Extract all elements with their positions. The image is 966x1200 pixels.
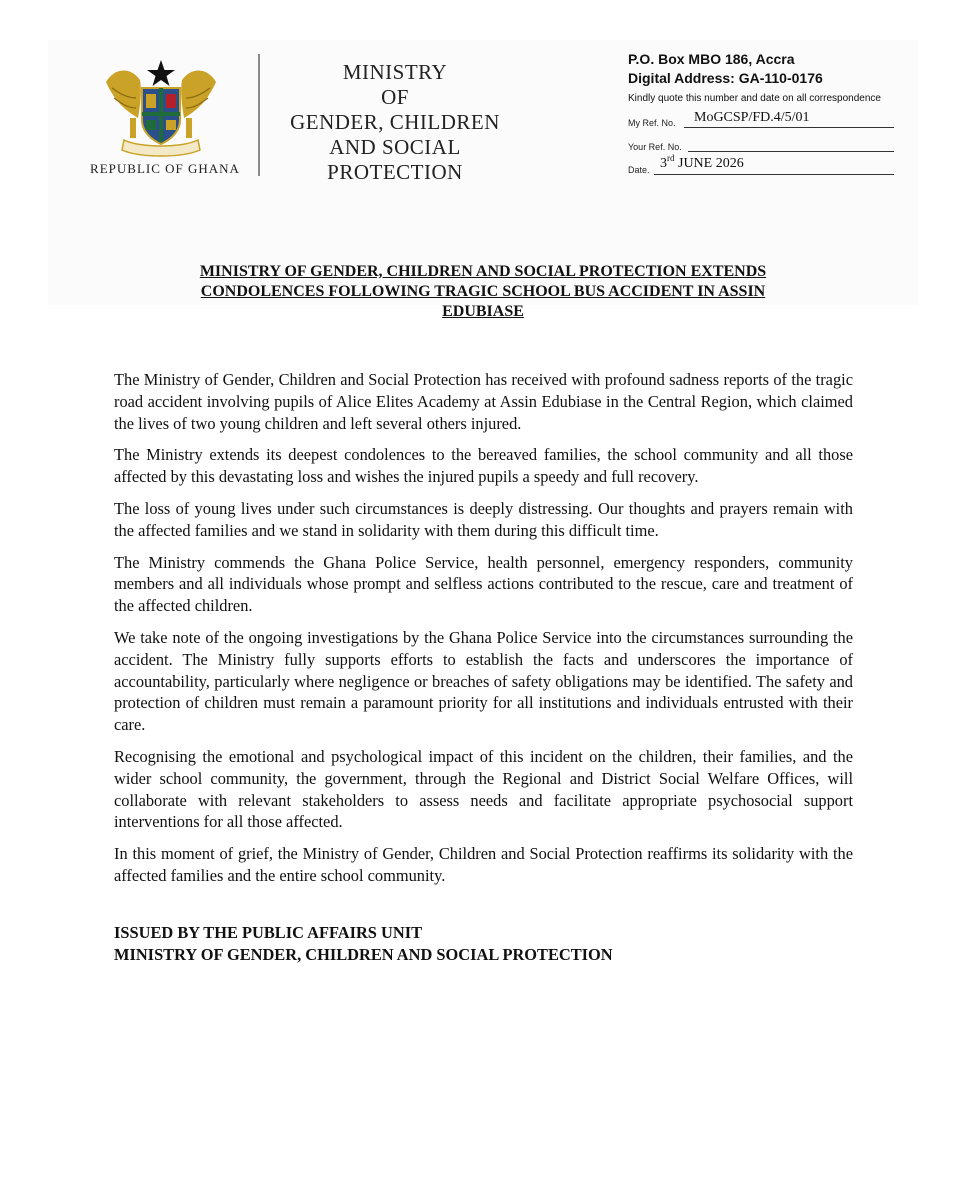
body-paragraph: In this moment of grief, the Ministry of Gender, Children and Social Protection reaffirms its solidarity with the affected families and the entire school community. xyxy=(114,844,853,885)
issued-by-block xyxy=(114,922,854,966)
body-paragraph: The Ministry commends the Ghana Police Service, health personnel, emergency responders, community members and all individuals whose prompt and selfless actions contributed to the rescue, care and treatment of the affected children. xyxy=(114,552,853,616)
date-label: Date. xyxy=(628,165,650,175)
ministry-name-line: MINISTRY xyxy=(342,60,448,84)
press-release-body xyxy=(114,369,853,897)
your-ref-underline xyxy=(688,151,894,152)
date-underline xyxy=(654,174,894,175)
quote-note: Kindly quote this number and date on all correspondence xyxy=(628,93,881,104)
body-paragraph: The Ministry of Gender, Children and Social Protection has received with profound sadness reports of the tragic road accident involving pupils of Alice Elites Academy at Assin Edubiase in the Central Region, which claimed the lives of two young children and left several others injured. xyxy=(114,370,853,433)
ghana-coat-of-arms-icon xyxy=(100,58,222,162)
title-line: MINISTRY OF GENDER, CHILDREN AND SOCIAL PROTECTION EXTENDS xyxy=(199,263,767,280)
your-ref-label: Your Ref. No. xyxy=(628,142,682,152)
date-value xyxy=(660,153,744,172)
ministry-name-line: OF xyxy=(381,85,409,109)
body-paragraph: We take note of the ongoing investigations by the Ghana Police Service into the circumstances surrounding the accident. The Ministry fully supports efforts to establish the facts and underscores the importance of accountability, particularly where negligence or breaches of safety obligations may be identified. The safety and protection of children must remain a paramount priority for all institutions and individuals entrusted with their care. xyxy=(114,627,853,735)
ministry-name-line: GENDER, CHILDREN xyxy=(290,110,500,134)
date-month-year: JUNE 2026 xyxy=(674,156,744,171)
title-line: EDUBIASE xyxy=(442,303,524,320)
my-ref-row xyxy=(628,106,894,128)
ministry-name-line: PROTECTION xyxy=(327,160,463,184)
ministry-name-line: AND SOCIAL xyxy=(329,135,461,159)
press-release-title xyxy=(112,262,854,322)
title-line: CONDOLENCES FOLLOWING TRAGIC SCHOOL BUS ACCIDENT IN ASSIN xyxy=(200,283,766,300)
body-paragraph: The loss of young lives under such circumstances is deeply distressing. Our thoughts and prayers remain with the affected families and we stand in solidarity with them during this difficult time. xyxy=(114,498,853,540)
republic-of-ghana-label: REPUBLIC OF GHANA xyxy=(90,161,240,176)
body-paragraph: The Ministry extends its deepest condolences to the bereaved families, the school community and all those affected by this devastating loss and wishes the injured pupils a speedy and full recovery. xyxy=(114,445,853,487)
issued-by-unit: ISSUED BY THE PUBLIC AFFAIRS UNIT xyxy=(114,923,423,942)
po-box: P.O. Box MBO 186, Accra xyxy=(628,51,795,67)
your-ref-row xyxy=(628,130,894,152)
letterhead-divider xyxy=(258,54,260,176)
date-row xyxy=(628,153,894,175)
my-ref-value: MoGCSP/FD.4/5/01 xyxy=(694,110,810,125)
ministry-name-block xyxy=(270,60,520,185)
my-ref-underline xyxy=(684,127,894,128)
my-ref-label: My Ref. No. xyxy=(628,118,676,128)
date-day: 3 xyxy=(660,156,667,171)
body-paragraph: Recognising the emotional and psychological impact of this incident on the children, their families, and the wider school community, the government, through the Regional and District Social Welfare Offices, will collaborate with relevant stakeholders to assess needs and facilitate appropriate psychosocial support interventions for all those affected. xyxy=(114,746,853,832)
issued-by-ministry: MINISTRY OF GENDER, CHILDREN AND SOCIAL PROTECTION xyxy=(114,945,613,964)
date-suffix: rd xyxy=(667,153,675,163)
digital-address: Digital Address: GA-110-0176 xyxy=(628,70,823,86)
